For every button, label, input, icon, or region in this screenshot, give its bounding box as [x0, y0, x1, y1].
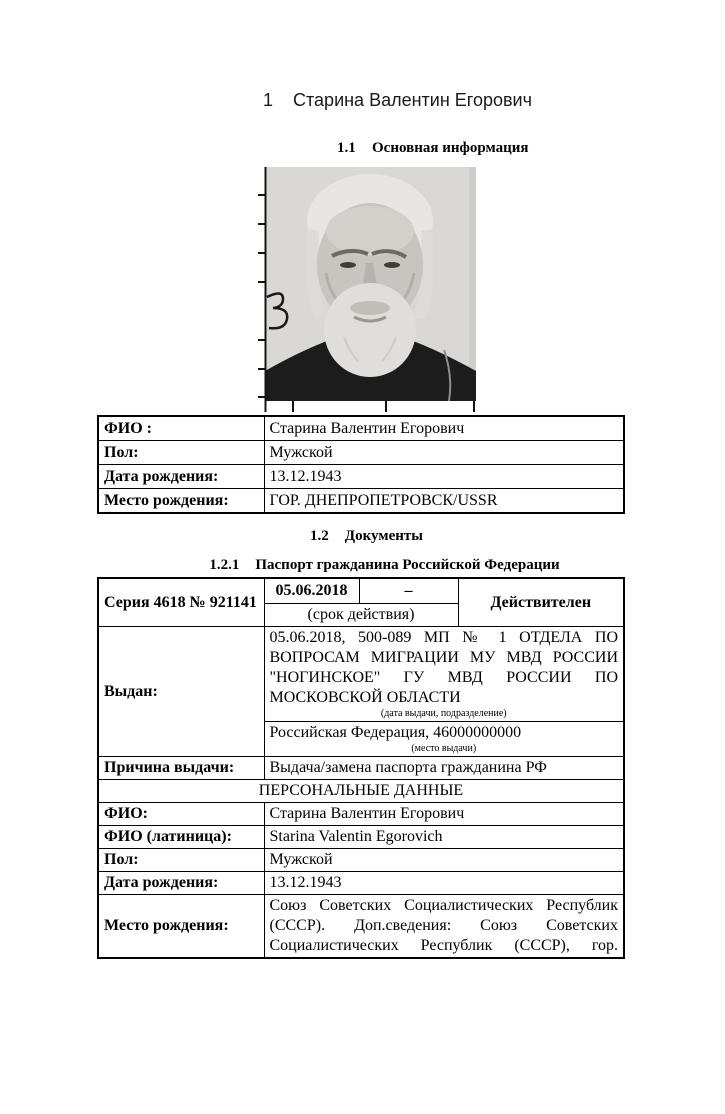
section-heading-1-2 [0, 527, 725, 545]
field-label: Место рождения: [98, 489, 264, 514]
heading-text: Старина Валентин Егорович [293, 90, 532, 110]
heading-number: 1.2 [310, 528, 329, 544]
heading-text: Паспорт гражданина Российской Федерации [255, 557, 560, 573]
table-row [98, 780, 624, 803]
issue-date: 05.06.2018 [264, 578, 359, 604]
field-label: Причина выдачи: [98, 757, 264, 780]
field-label: Место рождения: [98, 895, 264, 959]
field-value: 13.12.1943 [264, 872, 624, 895]
table-row [98, 416, 624, 441]
field-label: Выдан: [98, 627, 264, 757]
table-row [98, 757, 624, 780]
table-row [98, 803, 624, 826]
section-heading-1-1 [0, 139, 725, 157]
field-label: Пол: [98, 441, 264, 465]
issue-place-value: Российская Федерация, 46000000000 [269, 724, 522, 741]
section-heading-1-2-1 [0, 557, 725, 574]
heading-text: Основная информация [372, 140, 529, 156]
table-row [98, 826, 624, 849]
issue-place-cell [264, 722, 624, 757]
heading-number: 1.2.1 [209, 557, 240, 573]
table-row [98, 627, 624, 722]
field-value: Starina Valentin Egorovich [264, 826, 624, 849]
field-value: 13.12.1943 [264, 465, 624, 489]
field-label: ФИО : [98, 416, 264, 441]
table-row [98, 578, 624, 604]
field-value: Выдача/замена паспорта гражданина РФ [264, 757, 624, 780]
validity-caption: (срок действия) [264, 604, 458, 627]
issued-cell [264, 627, 624, 722]
field-value: Мужской [264, 849, 624, 872]
issued-value: 05.06.2018, 500-089 МП № 1 ОТДЕЛА ПО ВОПРОСАМ МИГРАЦИИ МУ МВД РОССИИ "НОГИНСКОЕ" ГУ МВД РОССИИ ПО МОСКОВСКОЙ ОБЛАСТИ [269, 629, 618, 706]
section-heading-1 [0, 90, 725, 111]
issue-place-caption: (место выдачи) [411, 743, 477, 754]
field-value: Старина Валентин Егорович [264, 803, 624, 826]
field-label: ФИО (латиница): [98, 826, 264, 849]
field-value: Старина Валентин Егорович [264, 416, 624, 441]
table-row [98, 872, 624, 895]
field-value: Союз Советских Социалистических Республик (СССР). Доп.сведения: Союз Советских Социалистических Республик (СССР), гор. [264, 895, 624, 959]
field-label: ФИО: [98, 803, 264, 826]
personal-data-section-header: ПЕРСОНАЛЬНЫЕ ДАННЫЕ [98, 780, 624, 803]
field-value: Мужской [264, 441, 624, 465]
heading-number: 1.1 [337, 140, 356, 156]
document-page [0, 90, 725, 1114]
passport-series-number: Серия 4618 № 921141 [98, 578, 264, 627]
field-value: ГОР. ДНЕПРОПЕТРОВСК/USSR [264, 489, 624, 514]
field-label: Дата рождения: [98, 465, 264, 489]
field-label: Пол: [98, 849, 264, 872]
field-label: Дата рождения: [98, 872, 264, 895]
basic-info-table [97, 415, 625, 514]
table-row [98, 441, 624, 465]
table-row [98, 465, 624, 489]
issued-caption: (дата выдачи, подразделение) [380, 708, 507, 719]
table-row [98, 489, 624, 514]
table-row [98, 895, 624, 959]
validity-value: – [359, 578, 458, 604]
heading-text: Документы [344, 528, 423, 544]
portrait-photo [256, 167, 478, 413]
passport-table [97, 577, 625, 959]
portrait-photo-image [256, 167, 478, 413]
status-value: Действителен [458, 578, 624, 627]
heading-number: 1 [263, 90, 274, 110]
table-row [98, 849, 624, 872]
